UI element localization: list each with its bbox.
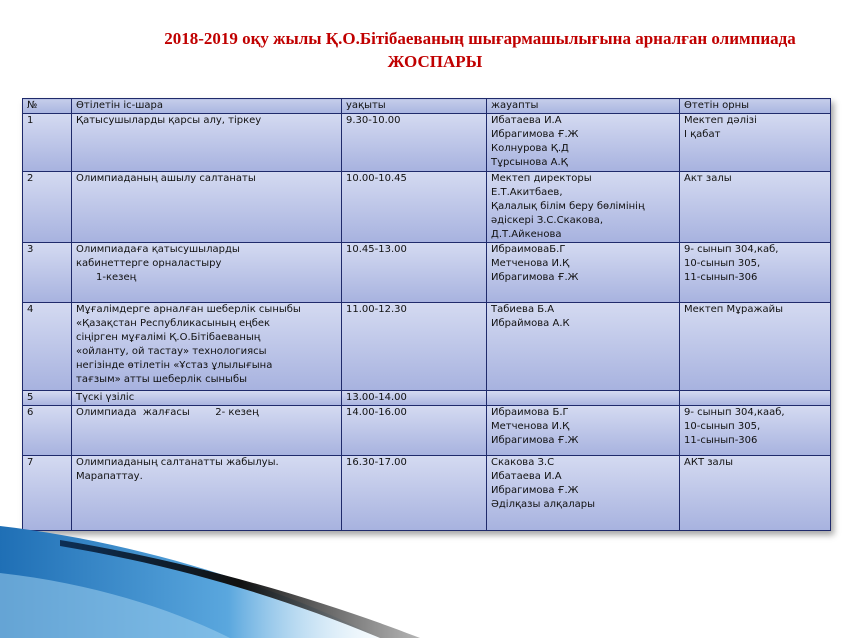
event-line: тағзым» атты шеберлік сыныбы bbox=[76, 374, 248, 385]
event-line: Олимпиаданың салтанатты жабылуы. bbox=[76, 457, 279, 468]
responsible-line: Метченова И.Қ bbox=[491, 258, 570, 269]
place-line: 10-сынып 305, bbox=[684, 421, 761, 432]
event-line: Марапаттау. bbox=[76, 471, 143, 482]
responsible-line: Мектеп директоры bbox=[491, 173, 592, 184]
row-number: 7 bbox=[23, 456, 72, 531]
event-line: кабинеттерге орналастыру bbox=[76, 258, 222, 269]
time-cell: 13.00-14.00 bbox=[342, 391, 487, 406]
event-cell bbox=[72, 114, 342, 172]
place-line: 11-сынып-306 bbox=[684, 272, 758, 283]
place-line: 10-сынып 305, bbox=[684, 258, 761, 269]
responsible-line: Ибраимова Б.Г bbox=[491, 407, 569, 418]
place-cell bbox=[680, 391, 831, 406]
place-line: АКТ залы bbox=[684, 457, 733, 468]
place-cell bbox=[680, 303, 831, 391]
responsible-line: Ибрагимова Ғ.Ж bbox=[491, 129, 579, 140]
event-cell bbox=[72, 303, 342, 391]
event-line: 1-кезең bbox=[96, 272, 137, 283]
header-responsible: жауапты bbox=[487, 99, 680, 114]
event-line: Қатысушыларды қарсы алу, тіркеу bbox=[76, 115, 262, 126]
place-line: Мектеп Мұражайы bbox=[684, 304, 784, 315]
responsible-line: Е.Т.Акитбаев, bbox=[491, 187, 563, 198]
event-line: Олимпиадаға қатысушыларды bbox=[76, 244, 240, 255]
header-event: Өтілетін іс-шара bbox=[72, 99, 342, 114]
responsible-cell bbox=[487, 114, 680, 172]
row-number: 6 bbox=[23, 406, 72, 456]
responsible-line: Ибраймова А.К bbox=[491, 318, 570, 329]
event-line: негізінде өтілетін «Ұстаз ұлылығына bbox=[76, 360, 273, 371]
table-row bbox=[23, 303, 831, 391]
responsible-cell bbox=[487, 391, 680, 406]
responsible-line: Д.Т.Айкенова bbox=[491, 229, 562, 240]
responsible-cell bbox=[487, 406, 680, 456]
responsible-line: Әділқазы алқалары bbox=[491, 499, 595, 510]
place-line: 9- сынып 304,каб, bbox=[684, 244, 779, 255]
place-line: Мектеп дәлізі bbox=[684, 115, 757, 126]
responsible-cell bbox=[487, 172, 680, 243]
responsible-line: Колнурова Қ.Д bbox=[491, 143, 569, 154]
responsible-line: Ибатаева И.А bbox=[491, 115, 562, 126]
event-cell bbox=[72, 172, 342, 243]
responsible-cell bbox=[487, 303, 680, 391]
event-line: «Қазақстан Республикасының еңбек bbox=[76, 318, 271, 329]
time-cell: 14.00-16.00 bbox=[342, 406, 487, 456]
table-row bbox=[23, 172, 831, 243]
responsible-line: Ибрагимова Ғ.Ж bbox=[491, 485, 579, 496]
place-line: 9- сынып 304,кааб, bbox=[684, 407, 785, 418]
responsible-line: Тұрсынова А.Қ bbox=[491, 157, 568, 168]
event-cell bbox=[72, 406, 342, 456]
responsible-line: Қалалық білім беру бөлімінің bbox=[491, 201, 645, 212]
row-number: 4 bbox=[23, 303, 72, 391]
row-number: 5 bbox=[23, 391, 72, 406]
table-row bbox=[23, 406, 831, 456]
event-line: Түскі үзіліс bbox=[76, 392, 135, 403]
place-cell bbox=[680, 406, 831, 456]
responsible-line: Метченова И.Қ bbox=[491, 421, 570, 432]
event-line: Олимпиада жалғасы 2- кезең bbox=[76, 407, 259, 418]
responsible-line: Ибатаева И.А bbox=[491, 471, 562, 482]
responsible-line: Ибрагимова Ғ.Ж bbox=[491, 435, 579, 446]
place-cell bbox=[680, 243, 831, 303]
row-number: 2 bbox=[23, 172, 72, 243]
responsible-line: Табиева Б.А bbox=[491, 304, 555, 315]
row-number: 1 bbox=[23, 114, 72, 172]
header-time: уақыты bbox=[342, 99, 487, 114]
event-cell bbox=[72, 391, 342, 406]
table-row bbox=[23, 391, 831, 406]
event-cell bbox=[72, 243, 342, 303]
responsible-line: әдіскері З.С.Скакова, bbox=[491, 215, 604, 226]
event-line: сіңірген мұғалімі Қ.О.Бітібаеваның bbox=[76, 332, 261, 343]
time-cell: 16.30-17.00 bbox=[342, 456, 487, 531]
header-place: Өтетін орны bbox=[680, 99, 831, 114]
plan-table bbox=[22, 98, 831, 531]
responsible-line: Скакова З.С bbox=[491, 457, 555, 468]
header-number: № bbox=[23, 99, 72, 114]
time-cell: 11.00-12.30 bbox=[342, 303, 487, 391]
time-cell: 9.30-10.00 bbox=[342, 114, 487, 172]
event-line: «ойланту, ой тастау» технологиясы bbox=[76, 346, 267, 357]
responsible-cell bbox=[487, 243, 680, 303]
place-line: І қабат bbox=[684, 129, 721, 140]
document-subtitle: ЖОСПАРЫ bbox=[387, 52, 483, 71]
event-line: Олимпиаданың ашылу салтанаты bbox=[76, 173, 256, 184]
event-line: Мұғалімдерге арналған шеберлік сыныбы bbox=[76, 304, 301, 315]
place-cell bbox=[680, 114, 831, 172]
document-title: 2018-2019 оқу жылы Қ.О.Бітібаеваның шығармашылығына арналған олимпиада bbox=[164, 29, 796, 48]
table-header-row bbox=[23, 99, 831, 114]
time-cell: 10.00-10.45 bbox=[342, 172, 487, 243]
place-line: Акт залы bbox=[684, 173, 732, 184]
place-cell bbox=[680, 172, 831, 243]
table-row bbox=[23, 114, 831, 172]
row-number: 3 bbox=[23, 243, 72, 303]
table-row bbox=[23, 243, 831, 303]
responsible-line: ИбраимоваБ.Г bbox=[491, 244, 566, 255]
responsible-line: Ибрагимова Ғ.Ж bbox=[491, 272, 579, 283]
time-cell: 10.45-13.00 bbox=[342, 243, 487, 303]
slide-decoration bbox=[0, 518, 850, 638]
place-line: 11-сынып-306 bbox=[684, 435, 758, 446]
